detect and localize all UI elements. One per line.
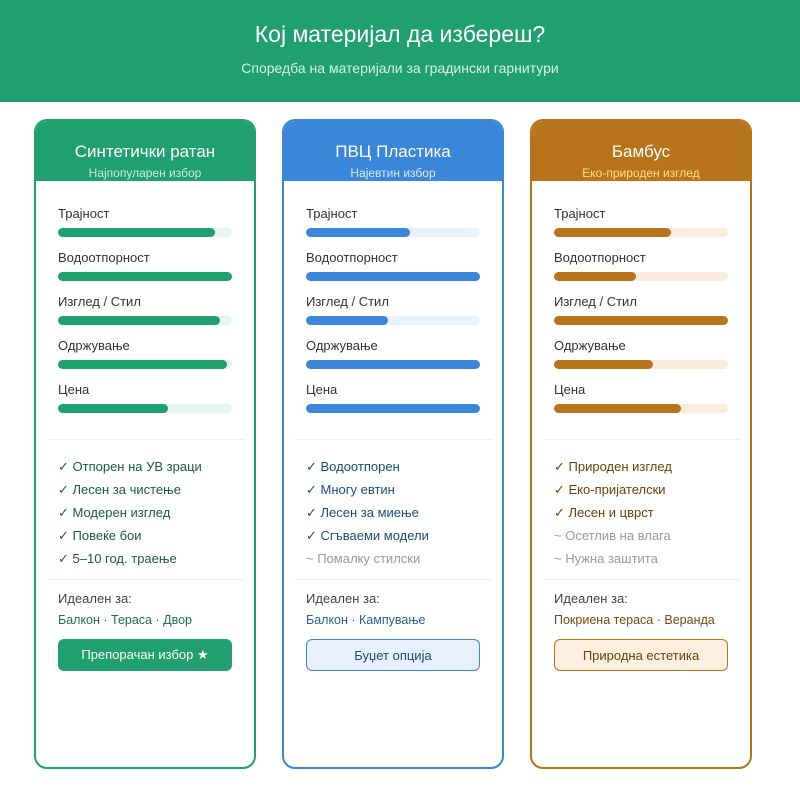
- ratings-list: [58, 207, 232, 427]
- feature-item: ~ Помалку стилски: [306, 551, 421, 566]
- rating-bar-fill: [58, 316, 220, 325]
- rating-row: [306, 383, 480, 427]
- ideal-for-places: Балкон · Тераса · Двор: [58, 613, 192, 627]
- rating-label: Водоотпорност: [306, 250, 398, 265]
- ideal-for-label: Идеален за:: [554, 591, 628, 606]
- rating-row: [58, 295, 232, 339]
- natural-aesthetics-button[interactable]: Природна естетика: [554, 639, 728, 671]
- page-subtitle: Споредба на материјали за градински гарнитури: [241, 60, 559, 76]
- rating-label: Водоотпорност: [58, 250, 150, 265]
- feature-item: ✓ Модерен изглед: [58, 505, 171, 520]
- rating-bar: [554, 360, 728, 369]
- rating-bar-fill: [554, 404, 681, 413]
- rating-row: [58, 251, 232, 295]
- divider: [46, 579, 244, 580]
- feature-item: ~ Нужна заштита: [554, 551, 658, 566]
- rating-bar: [306, 228, 480, 237]
- rating-bar: [306, 272, 480, 281]
- feature-item: ✓ Лесен за миење: [306, 505, 419, 520]
- rating-bar-fill: [306, 316, 388, 325]
- rating-label: Трајност: [554, 206, 606, 221]
- budget-option-button[interactable]: Буџет опција: [306, 639, 480, 671]
- rating-bar: [554, 316, 728, 325]
- feature-item: ✓ Отпорен на УВ зраци: [58, 459, 202, 474]
- card-header: [36, 121, 254, 181]
- rating-bar: [58, 404, 232, 413]
- rating-row: [554, 339, 728, 383]
- ideal-for-places: Покриена тераса · Веранда: [554, 613, 715, 627]
- card-tag: Најевтин избор: [350, 166, 436, 180]
- card-header: [284, 121, 502, 181]
- ideal-for-places: Балкон · Кампување: [306, 613, 426, 627]
- rating-label: Цена: [58, 382, 90, 397]
- rating-bar-fill: [58, 360, 227, 369]
- card-tag: Најпопуларен избор: [88, 166, 202, 180]
- feature-item: ✓ Повеќе бои: [58, 528, 142, 543]
- divider: [542, 579, 740, 580]
- feature-item: ✓ Лесен за чистење: [58, 482, 181, 497]
- feature-list: [306, 455, 491, 570]
- rating-bar: [554, 404, 728, 413]
- feature-item: ✓ Лесен и цврст: [554, 505, 654, 520]
- feature-item: ✓ Водоотпорен: [306, 459, 400, 474]
- material-card-bamboo: [530, 119, 752, 769]
- rating-row: [554, 295, 728, 339]
- divider: [294, 439, 492, 440]
- card-title: Бамбус: [611, 142, 671, 161]
- rating-bar-fill: [58, 228, 215, 237]
- feature-item: ✓ Многу евтин: [306, 482, 395, 497]
- ideal-for-label: Идеален за:: [58, 591, 132, 606]
- rating-bar: [58, 228, 232, 237]
- page-title: Кој материјал да избереш?: [254, 21, 546, 47]
- rating-bar: [58, 316, 232, 325]
- rating-bar-fill: [306, 404, 480, 413]
- rating-bar: [306, 316, 480, 325]
- ratings-list: [306, 207, 480, 427]
- card-title: ПВЦ Пластика: [335, 142, 451, 161]
- rating-row: [306, 207, 480, 251]
- rating-bar: [554, 272, 728, 281]
- page-header: [0, 0, 800, 102]
- rating-bar-fill: [554, 228, 671, 237]
- rating-label: Изглед / Стил: [306, 294, 389, 309]
- feature-item: ✓ Природен изглед: [554, 459, 672, 474]
- rating-bar-fill: [306, 360, 480, 369]
- rating-bar: [58, 272, 232, 281]
- ideal-for-label: Идеален за:: [306, 591, 380, 606]
- rating-bar-fill: [58, 404, 168, 413]
- rating-bar: [306, 360, 480, 369]
- rating-label: Одржување: [58, 338, 130, 353]
- rating-row: [58, 207, 232, 251]
- rating-row: [58, 383, 232, 427]
- feature-item: ✓ Сгъваеми модели: [306, 528, 429, 543]
- rating-label: Трајност: [58, 206, 110, 221]
- rating-bar-fill: [554, 360, 653, 369]
- rating-label: Одржување: [306, 338, 378, 353]
- rating-bar-fill: [306, 272, 480, 281]
- rating-label: Изглед / Стил: [58, 294, 141, 309]
- rating-row: [58, 339, 232, 383]
- rating-label: Водоотпорност: [554, 250, 646, 265]
- rating-row: [306, 295, 480, 339]
- divider: [542, 439, 740, 440]
- feature-item: ✓ 5–10 год. траење: [58, 551, 177, 566]
- card-tag: Еко-природен изглед: [582, 166, 700, 180]
- material-card-pvc-plastic: [282, 119, 504, 769]
- rating-bar-fill: [306, 228, 410, 237]
- rating-row: [306, 251, 480, 295]
- rating-bar-fill: [58, 272, 232, 281]
- rating-label: Трајност: [306, 206, 358, 221]
- rating-bar: [58, 360, 232, 369]
- divider: [46, 439, 244, 440]
- feature-item: ✓ Еко-пријателски: [554, 482, 666, 497]
- recommended-choice-button[interactable]: Препорачан избор ★: [58, 639, 232, 671]
- divider: [294, 579, 492, 580]
- feature-list: [58, 455, 243, 570]
- rating-bar-fill: [554, 272, 636, 281]
- rating-row: [306, 339, 480, 383]
- rating-label: Цена: [554, 382, 586, 397]
- card-header: [532, 121, 750, 181]
- feature-list: [554, 455, 739, 570]
- rating-row: [554, 251, 728, 295]
- rating-row: [554, 383, 728, 427]
- feature-item: ~ Осетлив на влага: [554, 528, 671, 543]
- rating-row: [554, 207, 728, 251]
- ratings-list: [554, 207, 728, 427]
- rating-label: Цена: [306, 382, 338, 397]
- rating-bar: [306, 404, 480, 413]
- rating-label: Изглед / Стил: [554, 294, 637, 309]
- rating-label: Одржување: [554, 338, 626, 353]
- rating-bar: [554, 228, 728, 237]
- material-card-synthetic-rattan: [34, 119, 256, 769]
- rating-bar-fill: [554, 316, 728, 325]
- card-title: Синтетички ратан: [74, 142, 216, 161]
